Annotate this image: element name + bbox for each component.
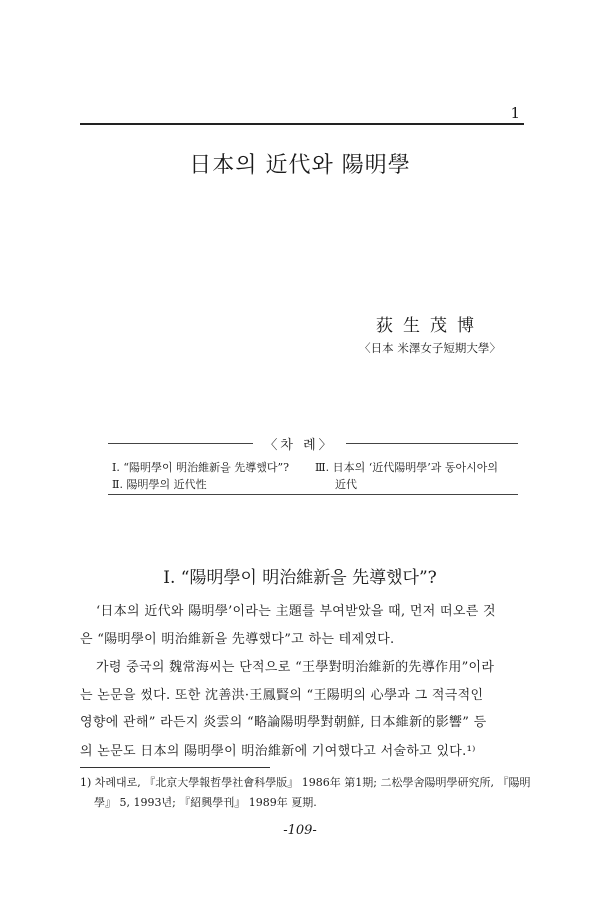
toc-rule-bottom xyxy=(108,494,518,495)
page-number: -109- xyxy=(283,823,317,838)
section-heading: Ⅰ. “陽明學이 明治維新을 先導했다”? xyxy=(163,568,437,588)
body-line: ‘日本의 近代와 陽明學’이라는 主題를 부여받았을 때, 먼저 떠오른 것 xyxy=(96,604,496,619)
toc-item-1: Ⅰ. “陽明學이 明治維新을 先導했다”? xyxy=(112,461,289,474)
footnote-rule xyxy=(80,767,270,768)
toc-rule-right xyxy=(346,443,518,444)
toc-heading: 〈차 례〉 xyxy=(264,438,335,453)
author-affiliation: 〈日本 米澤女子短期大學〉 xyxy=(359,341,501,355)
toc-rule-left xyxy=(108,443,253,444)
body-line: 의 논문도 日本의 陽明學이 明治維新에 기여했다고 서술하고 있다.¹⁾ xyxy=(80,744,476,759)
body-line: 영향에 관해” 라든지 炎雲의 “略論陽明學對朝鮮, 日本維新的影響” 등 xyxy=(80,715,487,730)
author-name: 荻生茂博 xyxy=(376,316,484,336)
body-line: 가령 중국의 魏常海씨는 단적으로 “王學對明治維新的先導作用”이라 xyxy=(96,660,495,675)
footnote-line: 學』 5, 1993년; 『紹興學刊』 1989年 夏期. xyxy=(94,796,317,809)
header-rule xyxy=(80,123,524,125)
footnote-line: 1) 차례대로, 『北京大學報哲學社會科學版』 1986年 第1期; 二松學舍陽明學研究所, 『陽明 xyxy=(80,776,531,789)
body-line: 은 “陽明學이 明治維新을 先導했다”고 하는 테제였다. xyxy=(80,632,395,647)
page-marker: 1 xyxy=(510,104,520,122)
toc-item-3-continued: 近代 xyxy=(335,478,357,491)
toc-item-3: Ⅲ. 日本의 ‘近代陽明學’과 동아시아의 xyxy=(315,461,498,474)
page-title: 日本의 近代와 陽明學 xyxy=(189,153,411,178)
toc-item-2: Ⅱ. 陽明學의 近代性 xyxy=(112,478,207,491)
body-line: 는 논문을 썼다. 또한 沈善洪·王鳳賢의 “王陽明의 心學과 그 적극적인 xyxy=(80,688,484,703)
